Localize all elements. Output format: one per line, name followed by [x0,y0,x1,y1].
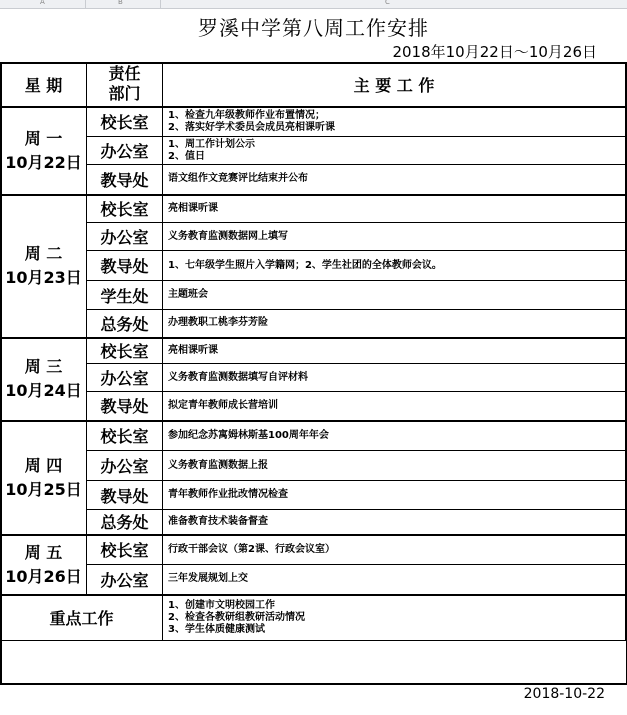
work-cell[interactable]: 1、检查九年级教师作业布置情况； 2、落实好学术委员会成员亮相课听课 [163,107,626,137]
weekday-label: 周 二 [24,244,63,263]
dept-cell[interactable]: 校长室 [87,338,163,364]
work-cell[interactable]: 义务教育监测数据网上填写 [163,223,626,251]
table-row [1,535,626,565]
dept-cell[interactable]: 办公室 [87,223,163,251]
work-cell[interactable]: 1、周工作计划公示 2、值日 [163,137,626,165]
table-row [1,421,626,451]
dept-cell[interactable]: 校长室 [87,421,163,451]
table-row [1,251,626,281]
dept-cell[interactable]: 学生处 [87,281,163,310]
work-cell[interactable]: 三年发展规划上交 [163,565,626,595]
work-cell[interactable]: 办理教职工桃李芬芳险 [163,310,626,338]
work-cell[interactable]: 行政干部会议（第2课、行政会议室） [163,535,626,565]
weekday-label: 周 三 [24,357,63,376]
dept-cell[interactable]: 教导处 [87,165,163,195]
header-row [1,63,626,107]
work-cell[interactable]: 拟定青年教师成长营培训 [163,392,626,421]
work-cell[interactable]: 主题班会 [163,281,626,310]
day-cell[interactable] [1,338,87,421]
dept-cell[interactable]: 教导处 [87,481,163,510]
table-row [1,451,626,481]
table-row [1,195,626,223]
key-work-cell[interactable]: 1、创建市文明校园工作 2、检查各教研组教研活动情况 3、学生体质健康测试 [163,595,626,641]
date-label: 10月22日 [5,152,82,172]
work-cell[interactable]: 青年教师作业批改情况检查 [163,481,626,510]
dept-cell[interactable]: 总务处 [87,510,163,535]
date-label: 10月25日 [5,479,82,499]
table-row [1,364,626,392]
work-cell[interactable]: 准备教育技术装备督查 [163,510,626,535]
key-work-row [1,595,626,641]
table-row [1,165,626,195]
work-cell[interactable]: 义务教育监测数据上报 [163,451,626,481]
dept-cell[interactable]: 教导处 [87,392,163,421]
key-work-label[interactable]: 重点工作 [1,595,163,641]
work-cell[interactable]: 参加纪念苏寓姆林斯基100周年年会 [163,421,626,451]
weekday-label: 周 五 [24,542,63,562]
table-row [1,481,626,510]
work-cell[interactable]: 亮相课听课 [163,338,626,364]
dept-cell[interactable]: 办公室 [87,364,163,392]
table-row [1,338,626,364]
day-cell[interactable] [1,107,87,195]
table-row [1,281,626,310]
dept-cell[interactable]: 总务处 [87,310,163,338]
day-cell[interactable] [1,421,87,535]
header-weekday[interactable]: 星 期 [1,63,87,107]
table-row [1,137,626,165]
dept-cell[interactable]: 办公室 [87,565,163,595]
dept-cell[interactable]: 校长室 [87,535,163,565]
dept-cell[interactable]: 办公室 [87,137,163,165]
table-row [1,223,626,251]
table-row [1,510,626,535]
dept-cell[interactable]: 校长室 [87,107,163,137]
footer-date: 2018-10-22 [523,686,605,702]
work-cell[interactable]: 亮相课听课 [163,195,626,223]
weekday-label: 周 一 [24,128,63,148]
table-row [1,310,626,338]
table-row [1,392,626,421]
column-b-label[interactable]: B [118,0,123,6]
header-dept[interactable]: 责任 部门 [87,63,163,107]
table-row [1,565,626,595]
day-cell[interactable] [1,195,87,338]
header-work[interactable]: 主 要 工 作 [163,63,626,107]
date-label: 10月24日 [5,381,82,400]
work-cell[interactable]: 语文组作文竞赛评比结束并公布 [163,165,626,195]
dept-cell[interactable]: 教导处 [87,251,163,281]
schedule-table [0,62,626,641]
column-c-label[interactable]: C [385,0,390,6]
page-title: 罗溪中学第八周工作安排 [198,16,429,40]
work-cell[interactable]: 1、七年级学生照片入学籍网；2、学生社团的全体教师会议。 [163,251,626,281]
date-range: 2018年10月22日～10月26日 [392,43,597,61]
dept-cell[interactable]: 办公室 [87,451,163,481]
table-row [1,107,626,137]
date-label: 10月23日 [5,268,82,287]
weekday-label: 周 四 [24,455,63,475]
work-cell[interactable]: 义务教育监测数据填写自评材料 [163,364,626,392]
dept-cell[interactable]: 校长室 [87,195,163,223]
column-a-label[interactable]: A [40,0,45,6]
date-label: 10月26日 [5,566,82,586]
sheet-column-header [0,0,627,9]
day-cell[interactable] [1,535,87,595]
